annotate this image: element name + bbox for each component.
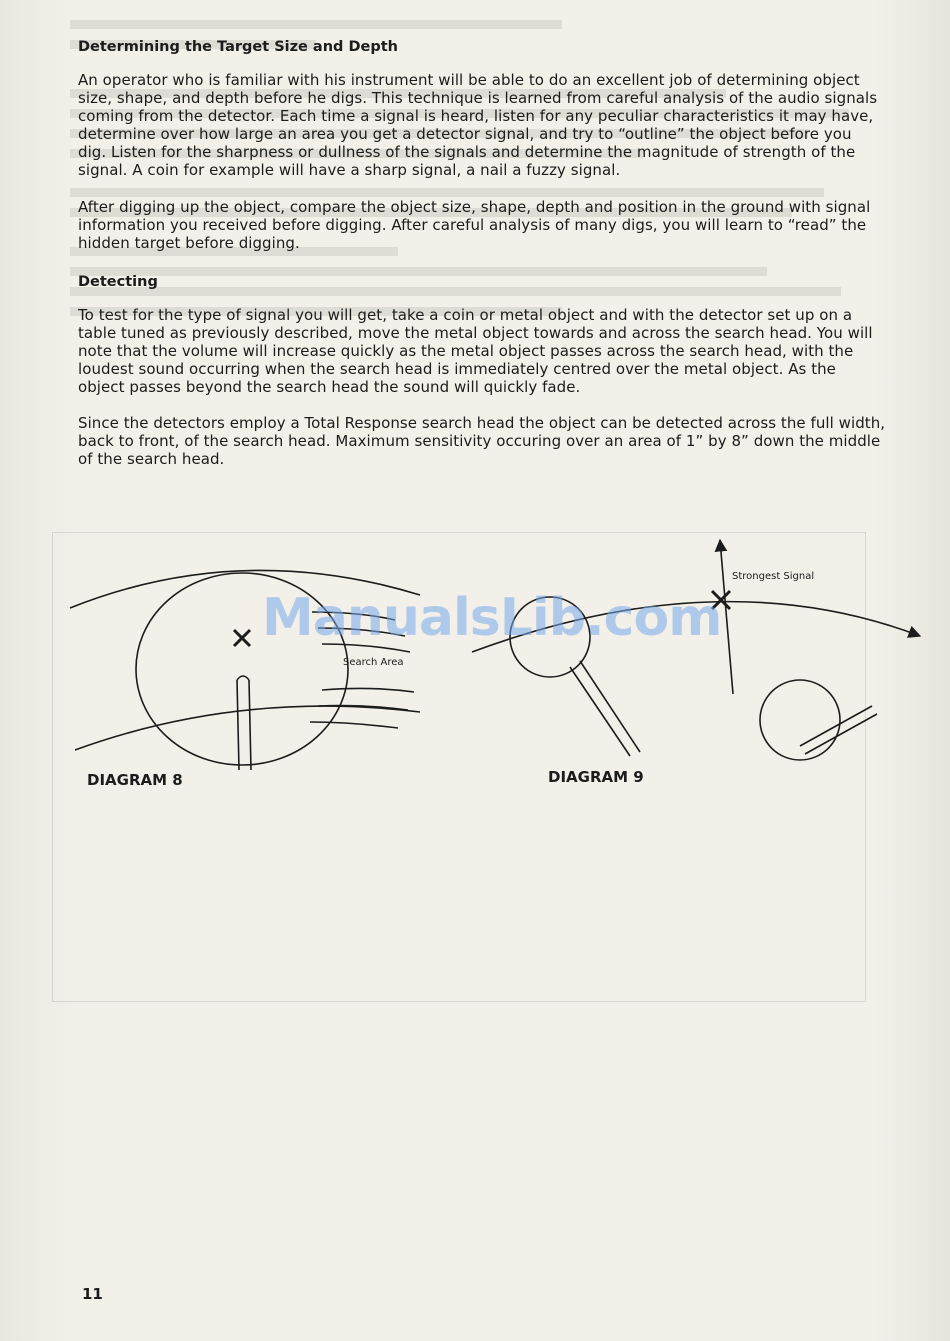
strongest-signal-arrow [720,540,733,694]
detector-shaft-left-edge [237,680,239,770]
search-head-end [760,680,840,760]
diagram-9-label: DIAGRAM 9 [548,768,644,786]
section-heading-detecting: Detecting [78,274,158,290]
section-heading-target-size: Determining the Target Size and Depth [78,39,398,55]
shaft-start-2 [580,661,640,752]
target-x-mark-8 [234,630,250,646]
search-area-label: Search Area [343,657,404,668]
ground-line-lower [75,706,420,750]
page-number: 11 [82,1285,103,1303]
paragraph-detecting-2: Since the detectors employ a Total Response search head the object can be detected across the full width, back to front, of the search head. Maximum sensitivity occuring over an area of 1” by 8” down the middle of the search head. [78,414,886,468]
diagram-9 [472,540,920,760]
shaft-end-1 [800,706,872,746]
detector-shaft-right-edge [249,680,251,770]
diagram-8-label: DIAGRAM 8 [87,771,183,789]
strongest-signal-label: Strongest Signal [732,571,815,582]
paragraph-target-size-2: After digging up the object, compare the object size, shape, depth and position in the ground with signal information you received before digging. After careful analysis of many digs, you will learn to “read” the hidden target before digging. [78,198,871,252]
shaft-start-1 [570,667,630,756]
paragraph-target-size-1: An operator who is familiar with his instrument will be able to do an excellent job of determining object size, shape, and depth before he digs. This technique is learned from careful analysis of the audio signals coming from the detector. Each time a signal is heard, listen for any peculiar characteristics it may have, determine over how large an area you get a detector signal, and try to “outline” the object before you dig. Listen for the sharpness or dullness of the signals and determine the magnitude of strength of the signal. A coin for example will have a sharp signal, a nail a fuzzy signal. [78,71,878,179]
shaft-end-2 [805,714,877,754]
paragraph-detecting-1: To test for the type of signal you will get, take a coin or metal object and with the detector set up on a table tuned as previously described, move the metal object towards and across the search head. You will note that the volume will increase quickly as the metal object passes across the search head, with the loudest sound occurring when the search head is immediately centred over the metal object. As the object passes beyond the search head the sound will quickly fade. [78,306,873,396]
watermark-text: ManualsLib.com [262,588,722,648]
